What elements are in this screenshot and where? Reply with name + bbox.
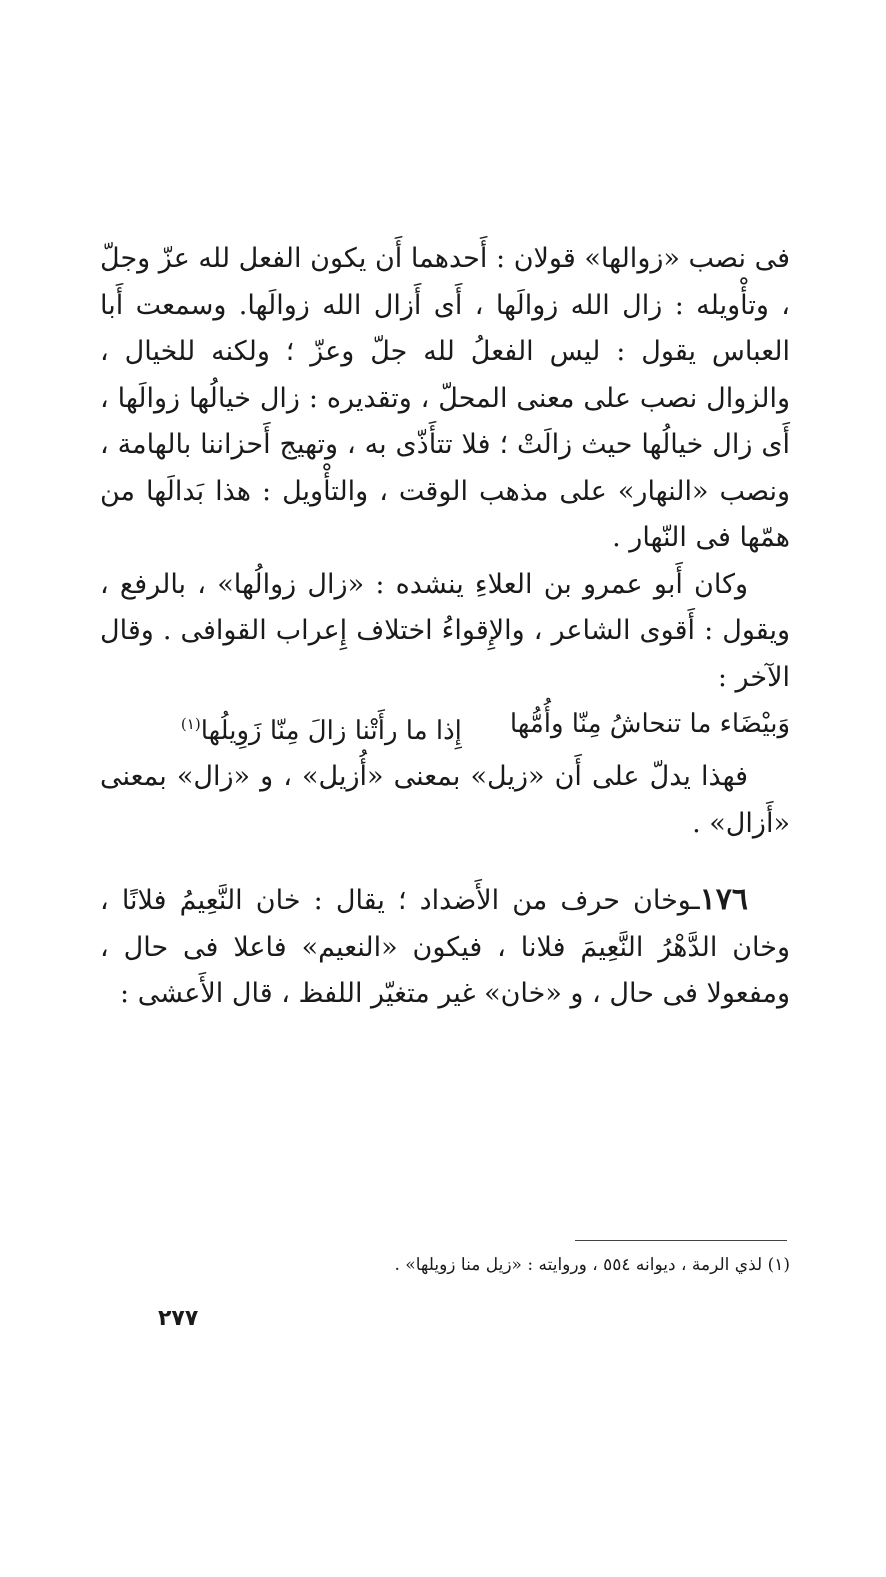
verse-hemistich-1: وَبيْضَاء ما تنحاشُ مِنّا وأُمُّها: [509, 709, 790, 739]
entry-dash: ـ: [691, 885, 700, 916]
verse-line: [100, 701, 790, 754]
page-number: ٢٧٧: [158, 1306, 199, 1331]
footnote-divider: [575, 1240, 787, 1241]
footnote: (١) لذي الرمة ، ديوانه ٥٥٤ ، وروايته : «زيل منا زويلها» .: [394, 1255, 790, 1275]
page-body: [100, 236, 790, 1018]
entry-number: ١٧٦: [699, 882, 748, 917]
verse-hemistich-2: [181, 701, 462, 754]
paragraph-2: وكان أَبو عمرو بن العلاءِ ينشده : «زال زوالُها» ، بالرفع ، ويقول : أَقوى الشاعر ، والإِقواءُ اختلاف إِعراب القوافى . وقال الآخر :: [100, 568, 790, 693]
entry-176: [100, 877, 790, 1018]
verse-hemistich-2-text: إِذا ما رأَتْنا زالَ مِنّا زَوِيلُها: [200, 716, 462, 746]
footnote-marker: (١): [180, 715, 201, 733]
paragraph-3: فهذا يدلّ على أَن «زيل» بمعنى «أُزيل» ، و «زال» بمعنى «أَزال» .: [100, 761, 790, 839]
entry-text: وخان حرف من الأَضداد ؛ يقال : خان النَّعِيمُ فلانًا ، وخان الدَّهْرُ النَّعِيمَ فلانا ، فيكون «النعيم» فاعلا فى حال ، ومفعولا فى حال ، و «خان» غير متغيّر اللفظ ، قال الأَعشى :: [100, 885, 790, 1009]
paragraph-1: فى نصب «زوالها» قولان : أَحدهما أَن يكون الفعل لله عزّ وجلّ ، وتأْويله : زال الله زوالَها ، أَى أَزال الله زوالَها. وسمعت أَبا العباس يقول : ليس الفعلُ لله جلّ وعزّ ؛ ولكنه للخيال ، والزوال نصب على معنى المحلّ ، وتقديره : زال خيالُها زوالَها ، أَى زال خيالُها حيث زالَتْ ؛ فلا تتأَذّى به ، وتهيج أَحزاننا بالهامة ، ونصب «النهار» على مذهب الوقت ، والتأْويل : هذا بَدالَها من همّها فى النّهار .: [100, 243, 790, 553]
